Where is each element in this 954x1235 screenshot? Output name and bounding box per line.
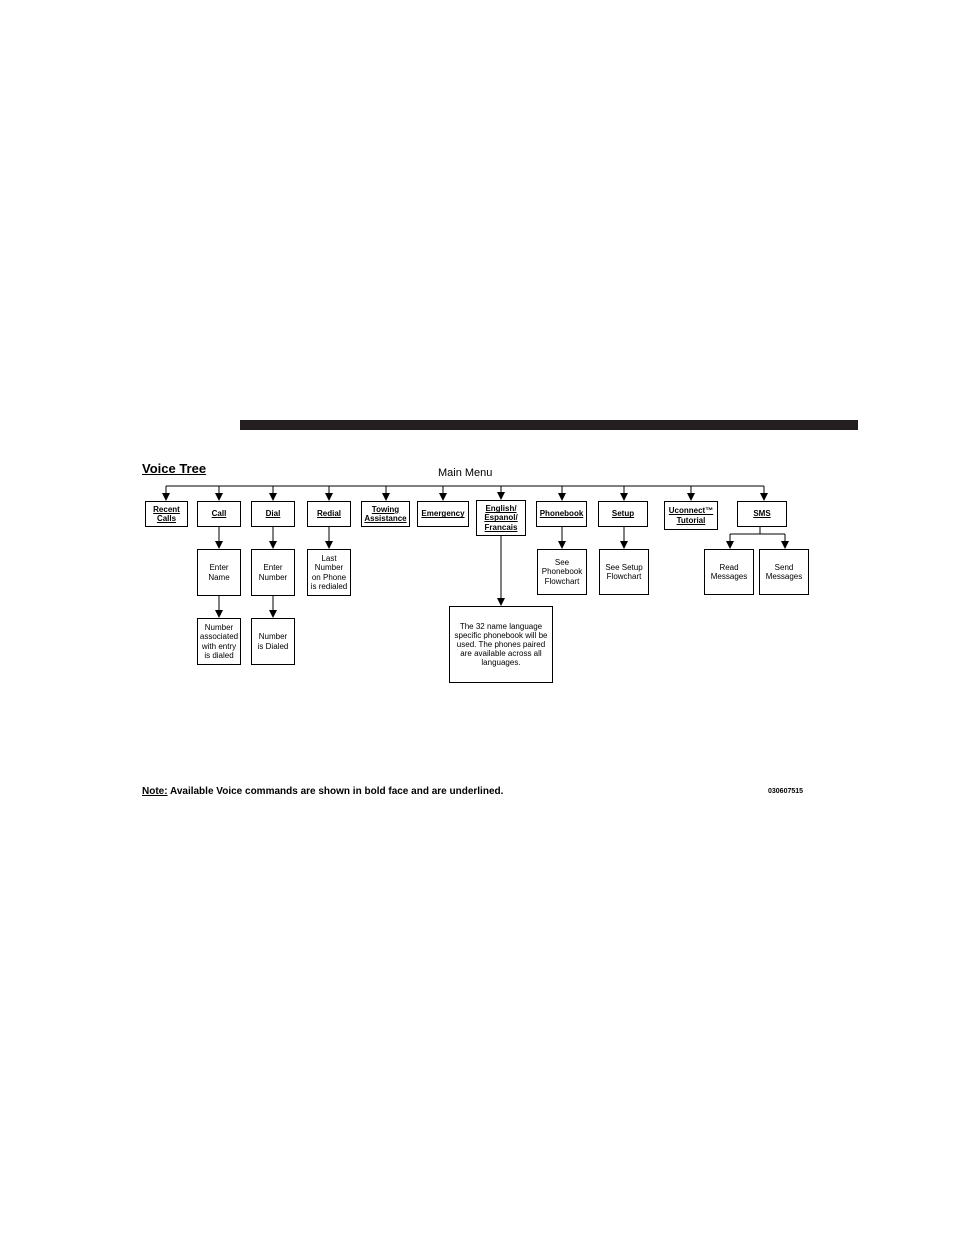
header-rule [240,420,858,430]
note-text: Available Voice commands are shown in bold face and are underlined. [167,786,504,797]
call-label: Call [211,509,227,519]
phonebook-node [536,501,587,527]
figure-id: 030607515 [768,788,804,795]
towing-assistance-node [361,501,410,527]
redial-info-label: Last Number on Phone is redialed [310,554,348,591]
number-dialed-node [251,618,295,665]
uconnect-tutorial-node [664,501,718,530]
read-messages-node [704,549,754,595]
language-info-label: The 32 name language specific phonebook will be used. The phones paired are available across all languages. [454,621,548,668]
recent-calls-node [145,501,188,527]
call-node [197,501,241,527]
send-messages-node [759,549,809,595]
redial-label: Redial [316,509,341,519]
recent-calls-label: Recent Calls [153,504,180,523]
setup-node [598,501,648,527]
enter-name-node [197,549,241,596]
redial-node [307,501,351,527]
setup-info-label: See Setup Flowchart [605,562,643,581]
emergency-label: Emergency [421,509,465,519]
language-node [476,500,526,536]
enter-number-label: Enter Number [258,563,288,582]
sms-label: SMS [753,509,771,519]
setup-info-node [599,549,649,595]
enter-number-node [251,549,295,596]
diagram-title: Voice Tree [142,461,207,476]
main-menu-label: Main Menu [438,467,493,479]
emergency-node [417,501,469,527]
note-prefix: Note: [142,786,168,797]
phonebook-info-label: See Phonebook Flowchart [541,558,583,586]
language-label: English/ Espanol/ Francais [484,504,518,532]
towing-assistance-label: Towing Assistance [364,504,407,523]
read-messages-label: Read Messages [710,562,748,581]
send-messages-label: Send Messages [765,562,803,581]
phonebook-label: Phonebook [539,509,584,519]
phonebook-info-node [537,549,587,595]
sms-node [737,501,787,527]
setup-label: Setup [611,509,635,519]
number-dialed-label: Number is Dialed [257,632,289,651]
redial-info-node [307,549,351,596]
enter-name-label: Enter Name [208,563,230,582]
dial-label: Dial [265,509,281,519]
footnote [142,786,503,797]
name-dialed-label: Number associated with entry is dialed [199,623,239,660]
uconnect-tutorial-label: Uconnect™ Tutorial [668,506,714,525]
name-dialed-node [197,618,241,665]
language-info-node [449,606,553,683]
dial-node [251,501,295,527]
